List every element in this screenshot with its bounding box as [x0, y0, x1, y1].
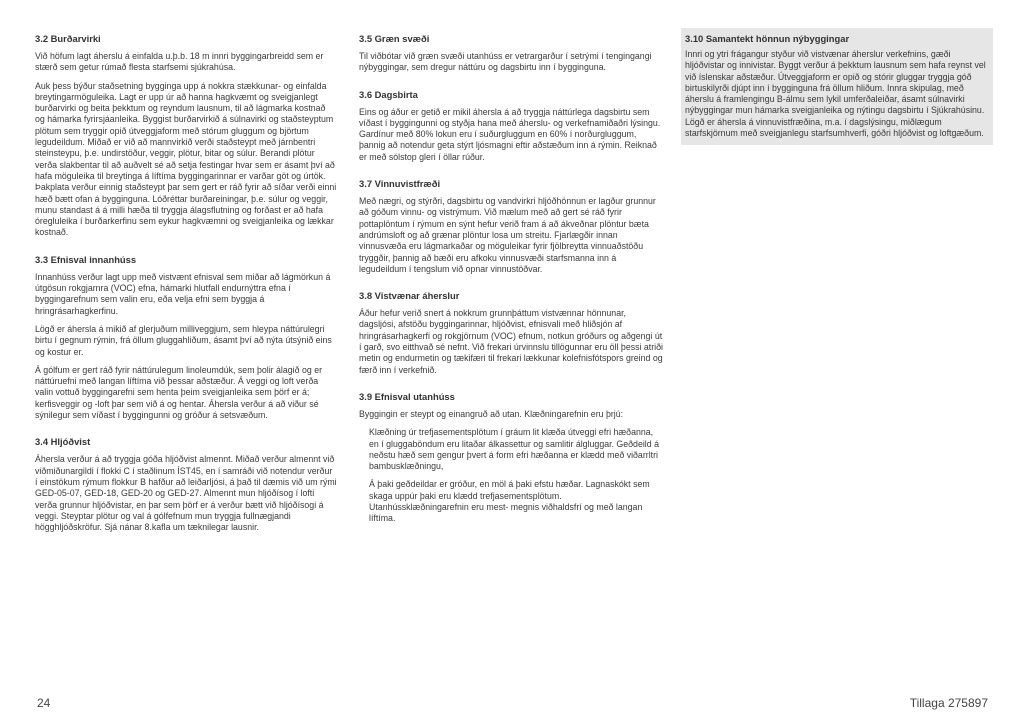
paragraph-indented: Klæðning úr trefjasementsplötum í gráum lit klæða útveggi efri hæðanna, en í gluggaböndum eru litaðar álkassettur og samlitir álgluggar. Geðdeild á neðstu hæð sem gengur þvert á form efri hæðanna er klædd með viðarrltri bambusklæðningu, [369, 427, 659, 472]
section-heading: 3.2 Burðarvirki [35, 33, 101, 44]
paragraph: Á gólfum er gert ráð fyrir náttúrulegum linoleumdúk, sem þolir álagið og er náttúruefni með langan líftíma við þessar aðstæður. Á veggi og loft verða valin vottuð byggingarefni sem henta þeim sveigjanleika sem þörf er á; kerfisveggir og -loft þar sem við á og hentar. Áhersla verður á að viður sé sýnilegur sem víðast í byggingunni og gróður á setsvæðum. [35, 364, 323, 421]
section-3-5 [359, 33, 663, 74]
column-right [681, 28, 993, 145]
section-3-4 [35, 436, 337, 533]
section-heading: 3.5 Græn svæði [359, 33, 430, 44]
paragraph: Auk þess býður staðsetning bygginga upp á nokkra stækkunar- og einfalda breytingarmöguleika. Lagt er upp úr að hanna hagkvæmt og sveigjanlegt burðarvirki og beita þekktum og reyndum lausnum, til að lágmarka kostnað og hámarka fyrirsjáanleika. Byggist burðarvirkið á súlnavirki og staðsteyptum plötum sem tryggir opið útveggjaform með stórum gluggum og björtum legudeildum. Miðað er við að mannvirkið verði staðsteypt með járnbentri steinsteypu, þ.e. undirstöður, veggir, plötur, bitar og súlur. Berandi plötur verða slakbentar til að auðvelt sé að setja festingar hvar sem er ásamt því að hafa möguleika til breytinga á líftíma byggingarinnar er varðar göt og úrtök. Þakplata verður einnig staðsteypt þar sem gert er ráð fyrir að síðar verði einni hæð bætt ofan á bygginguna. Lóðréttar burðareiningar, þ.e. súlur og veggir, munu standast á á milli hæða til tryggja álagsflutning og forðast er að hafa óregluleika í burðarkerfinu sem eykur hagkvæmni og sveigjanleika og lækkar kostnað. [35, 80, 337, 238]
paragraph: Áður hefur verið snert á nokkrum grunnþáttum vistvænnar hönnunar, dagsljósi, afstöðu byggingarinnar, hljóðvist, efnisvali með hliðsjón af hringrásarhagkerfi og rokgjörnum (VOC) efnum, notkun gróðurs og aðgengi út í garð, svo eitthvað sé nefnt. Við frekari úrvinnslu tillögunnar eru öll þessi atriði metin og endurmetin og tækifæri til frekari lækkunar kolefnisfótspors greind og færð inn í verkefnið. [359, 308, 663, 375]
paragraph: Við höfum lagt áherslu á einfalda u.þ.b. 18 m innri byggingarbreidd sem er stærð sem getur rúmað flesta starfsemi sjúkrahúsa. [35, 51, 324, 73]
paragraph: Eins og áður er getið er mikil áhersla á að tryggja náttúrlega dagsbirtu sem víðast í byggingunni og styðja hana með áherslu- og verkefnamiðaðri lýsingu. Gardínur með 80% lokun eru í suðurgluggum en 60% í norðurgluggum, þannig að notendur geta stýrt ljósmagni eftir aðstæðum inn á rýmin. Reiknað er með sólstop gleri í öllar rúður. [359, 106, 661, 162]
section-heading: 3.4 Hljóðvist [35, 436, 91, 448]
paragraph: Lögð er áhersla á mikið af glerjuðum milliveggjum, sem hleypa náttúrulegri birtu í gegnum rýmin, frá öllum gluggahliðum, ásamt því að nýta útsýnið eins og kostur er. [35, 323, 332, 357]
section-heading: 3.8 Vistvænar áherslur [359, 290, 460, 302]
section-heading: 3.3 Efnisval innanhúss [35, 253, 137, 265]
section-3-9 [359, 391, 663, 525]
paragraph-indented: Á þaki geðdeildar er gróður, en möl á þaki efstu hæðar. Lagnaskókt sem skaga uppúr þaki eru klædd trefjasementsplötum. Utanhússklæðningarefnin eru mest- megnis viðhaldsfrí og með langan líftíma. [369, 479, 650, 524]
section-3-2 [35, 33, 337, 239]
section-3-7 [359, 178, 663, 275]
page-number: 24 [37, 696, 51, 710]
paragraph: Með nægri, og stýrðri, dagsbirtu og vandvirkri hljóðhönnun er lagður grunnur að góðum vinnu- og vistrýmum. Við mælum með að gert sé ráð fyrir pottaplöntum í rýmum en sýnt hefur verið fram á að ákveðnar plöntur bæta andrúmsloft og að grænar plöntur losa um streitu. Fjarlægðir innan vinnusvæða eru lágmarkaðar og möguleikar fyrir fjölbreytta vinnuaðstöðu tryggðir, þannig að bæði eru afkoku vinnusvæði starfsmanna inn á legudeildum í tengslum við opnar vinnustöðvar. [359, 196, 656, 274]
section-3-3 [35, 254, 337, 422]
section-heading: 3.6 Dagsbirta [359, 88, 418, 100]
section-3-8 [359, 290, 663, 376]
summary-box [681, 28, 993, 145]
section-3-6 [359, 89, 663, 163]
paragraph: Byggingin er steypt og einangruð að utan. Klæðningarefnin eru þrjú: [359, 408, 624, 419]
document-id: Tillaga 275897 [909, 696, 988, 710]
section-heading: 3.9 Efnisval utanhúss [359, 390, 455, 402]
paragraph: Til viðbótar við græn svæði utanhúss er vetrargarður í setrými í tengingangi nýbyggingar, sem dregur náttúru og dagsbirtu inn í bygginguna. [359, 51, 652, 73]
paragraph: Áhersla verður á að tryggja góða hljóðvist almennt. Miðað verður almennt við viðmiðunargildi í flokki C í staðlinum ÍST45, en í samráði við notendur verður í einstökum rýmum flokkur B hafður að leiðarljósi, á það til dæmis við um rými GED-05-07, GED-18, GED-20 og GED-27. Almennt mun hljóðísog í lofti verða grunnur hljóðvistar, en þar sem þörf er á verður bætt við hljóðísogi á veggi. Steyptar plötur og val á gólfefnum mun tryggja fullnægjandi högghljóðskröfur. Sjá nánar 8.kafla um tæknilegar lausnir. [35, 454, 337, 533]
paragraph: Innanhúss verður lagt upp með vistvænt efnisval sem miðar að lágmörkun á útgösun rokgjarnra (VOC) efna, hámarki hlutfall endurnýttra efna í byggingarefnum sem valin eru, eða velja efni sem byggja á hringrásarhagkerfinu. [35, 271, 331, 316]
section-heading: 3.7 Vinnuvistfræði [359, 178, 441, 190]
column-middle [359, 33, 663, 540]
section-heading: 3.10 Samantekt hönnun nýbyggingar [685, 33, 850, 44]
paragraph: Innri og ytri frágangur styður við vistvænar áherslur verkefnins, gæði hljóðvistar og innivistar. Byggt verður á þekktum lausnum sem hafa reynst vel við íslenskar aðstæður. Útveggjaform er opið og stórir gluggar tryggja góð birtuskilyrði djúpt inn í bygginguna frá öllum hliðum. Innra skipulag, með áherslu á framlengingu B-álmu sem lykil umferðaleiðar, ásamt súlnavirki nýbyggingar mun hámarka sveigjanleika og nýtingu dagsbirtu í Sjúkrahúsinu. Lögð er áhersla á vinnuvistfræðina, m.a. í dagslýsingu, miðlægum starfskjörnum með sveigjanlegu starfsumhverfi, góðri hljóðvist og loftgæðum. [685, 49, 986, 139]
column-left [35, 33, 337, 548]
